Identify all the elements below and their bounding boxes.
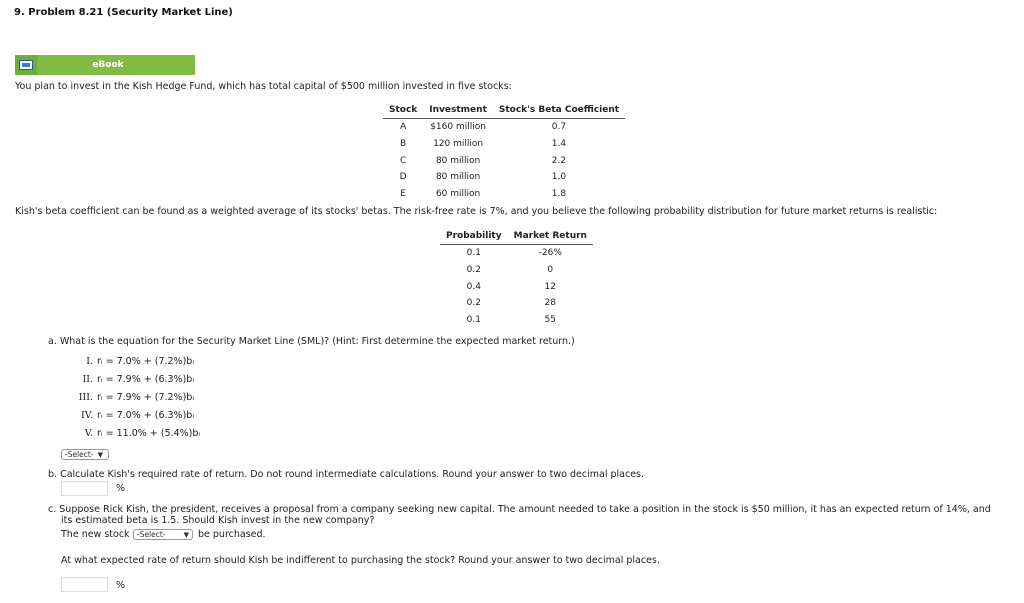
book-icon bbox=[15, 55, 37, 75]
table-row bbox=[440, 278, 593, 295]
problem-title: 9. Problem 8.21 (Security Market Line) bbox=[14, 7, 233, 18]
option-equation: rᵢ = 11.0% + (5.4%)bᵢ bbox=[97, 428, 201, 439]
chevron-down-icon: ▼ bbox=[183, 530, 189, 539]
stocks-cell: 1.0 bbox=[551, 172, 567, 183]
prob-cell: 0.2 bbox=[466, 298, 481, 309]
sml-option bbox=[58, 410, 194, 421]
new-stock-prefix: The new stock bbox=[61, 529, 130, 540]
part-a-select[interactable] bbox=[61, 449, 109, 460]
prob-cell: 12 bbox=[544, 281, 556, 292]
part-c-select-value: -Select- bbox=[137, 530, 166, 539]
stocks-cell: 80 million bbox=[435, 172, 481, 183]
table-row bbox=[383, 136, 625, 153]
stocks-header: Stock bbox=[383, 105, 423, 119]
part-b-answer-input[interactable] bbox=[61, 481, 108, 496]
stocks-header: Stock's Beta Coefficient bbox=[493, 105, 625, 119]
part-c-answer-input[interactable] bbox=[61, 577, 108, 592]
sml-option bbox=[58, 428, 200, 439]
table-row bbox=[440, 262, 593, 279]
option-numeral: II. bbox=[82, 374, 93, 385]
prob-cell: -26% bbox=[538, 248, 562, 259]
stocks-header: Investment bbox=[423, 105, 493, 119]
table-row bbox=[440, 295, 593, 312]
sml-option bbox=[58, 374, 194, 385]
stocks-cell: 1.8 bbox=[551, 189, 567, 200]
sml-option bbox=[58, 392, 194, 403]
option-numeral: V. bbox=[84, 428, 93, 439]
stocks-cell: 120 million bbox=[433, 139, 484, 150]
stocks-cell: 80 million bbox=[435, 155, 481, 166]
prob-header: Market Return bbox=[508, 231, 593, 245]
prob-cell: 0.4 bbox=[466, 281, 481, 292]
sml-option bbox=[58, 356, 194, 367]
table-row bbox=[383, 169, 625, 186]
prob-cell: 0.1 bbox=[466, 248, 481, 259]
part-a-select-value: -Select- bbox=[65, 450, 94, 459]
part-c-question-line2: its estimated beta is 1.5. Should Kish invest in the new company? bbox=[61, 515, 375, 526]
table-row bbox=[440, 312, 593, 329]
stocks-cell: E bbox=[400, 189, 406, 200]
prob-cell: 55 bbox=[544, 315, 556, 326]
intro-text: You plan to invest in the Kish Hedge Fund, which has total capital of $500 million invested in five stocks: bbox=[15, 81, 512, 92]
stocks-cell: 60 million bbox=[435, 189, 481, 200]
stocks-cell: C bbox=[400, 155, 407, 166]
option-numeral: III. bbox=[78, 392, 93, 403]
table-row bbox=[383, 152, 625, 169]
new-stock-suffix: be purchased. bbox=[198, 529, 266, 540]
part-c-select[interactable] bbox=[133, 529, 193, 540]
option-numeral: I. bbox=[86, 356, 93, 367]
part-b-unit: % bbox=[116, 483, 126, 494]
option-equation: rᵢ = 7.0% + (6.3%)bᵢ bbox=[97, 410, 195, 421]
option-numeral: IV. bbox=[81, 410, 93, 421]
probability-table bbox=[440, 231, 593, 328]
chevron-down-icon: ▼ bbox=[97, 450, 103, 459]
prob-cell: 0.1 bbox=[466, 315, 481, 326]
ebook-label: eBook bbox=[37, 55, 195, 75]
part-c-unit: % bbox=[116, 580, 126, 591]
ebook-button[interactable] bbox=[15, 55, 195, 75]
stocks-cell: 1.4 bbox=[551, 139, 567, 150]
table-row bbox=[383, 186, 625, 203]
stocks-table bbox=[383, 105, 625, 202]
stocks-cell: A bbox=[400, 122, 407, 133]
stocks-cell: D bbox=[399, 172, 407, 183]
prob-cell: 0 bbox=[547, 265, 554, 276]
part-c-question-line1: c. Suppose Rick Kish, the president, receives a proposal from a company seeking new capital. The amount needed to take a position in the stock is $50 million, it has an expected return of 14%, and bbox=[48, 504, 991, 515]
part-a-question: a. What is the equation for the Security Market Line (SML)? (Hint: First determine the expected market return.) bbox=[48, 336, 575, 347]
table-row bbox=[383, 119, 625, 136]
stocks-cell: $160 million bbox=[430, 122, 486, 133]
prob-header: Probability bbox=[440, 231, 508, 245]
part-b-question: b. Calculate Kish's required rate of return. Do not round intermediate calculations. Round your answer to two decimal places. bbox=[48, 469, 645, 480]
prob-cell: 0.2 bbox=[466, 265, 481, 276]
stocks-cell: 0.7 bbox=[551, 122, 567, 133]
part-c-followup: At what expected rate of return should Kish be indifferent to purchasing the stock? Round your answer to two decimal places. bbox=[61, 555, 660, 566]
table-row bbox=[440, 245, 593, 262]
option-equation: rᵢ = 7.9% + (7.2%)bᵢ bbox=[97, 392, 195, 403]
option-equation: rᵢ = 7.9% + (6.3%)bᵢ bbox=[97, 374, 195, 385]
beta-text: Kish's beta coefficient can be found as a weighted average of its stocks' betas. The risk-free rate is 7%, and you believe the following probability distribution for future market returns is realistic: bbox=[15, 206, 938, 217]
stocks-cell: B bbox=[400, 139, 407, 150]
option-equation: rᵢ = 7.0% + (7.2%)bᵢ bbox=[97, 356, 195, 367]
prob-cell: 28 bbox=[544, 298, 556, 309]
stocks-cell: 2.2 bbox=[551, 155, 567, 166]
